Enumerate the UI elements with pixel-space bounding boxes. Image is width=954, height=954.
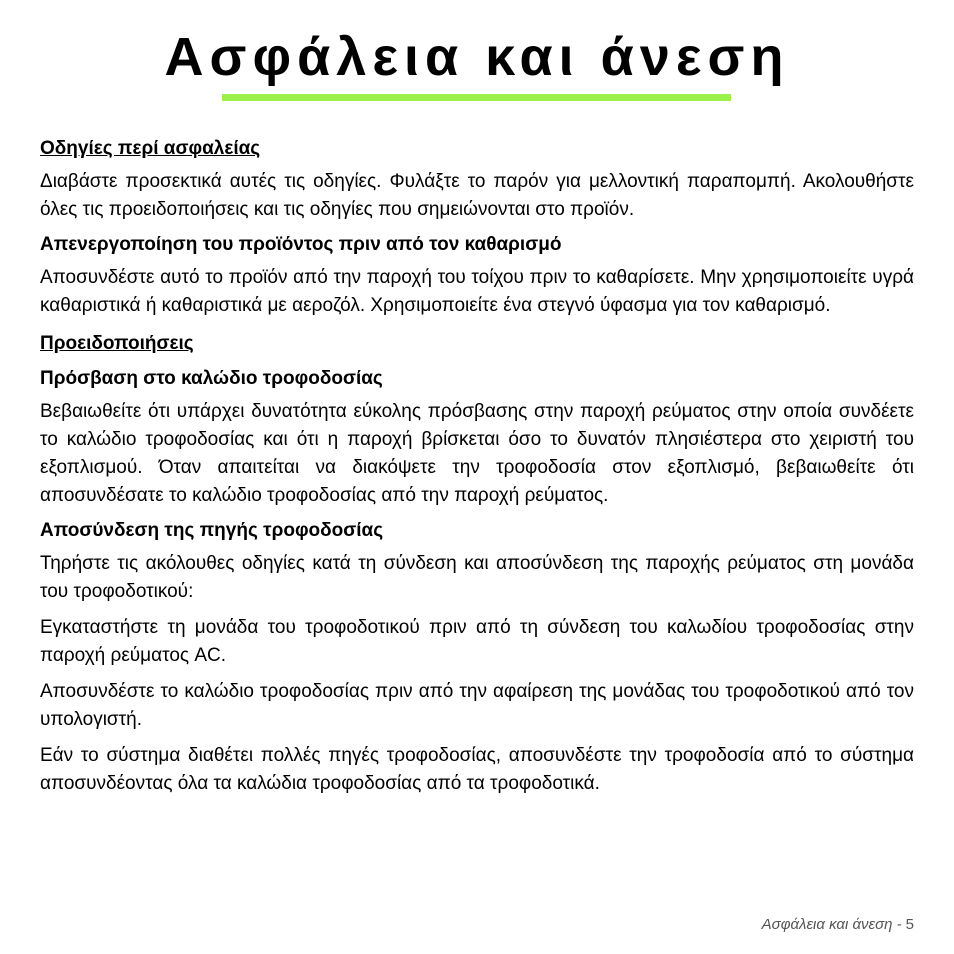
page-footer <box>762 916 914 933</box>
document-body <box>40 136 914 798</box>
footer-label: Ασφάλεια και άνεση - <box>761 916 902 933</box>
paragraph-power-cord-access: Βεβαιωθείτε ότι υπάρχει δυνατότητα εύκολης πρόσβασης στην παροχή ρεύματος στην οποία συνδέετε το καλώδιο τροφοδοσίας και ότι η παροχή βρίσκεται όσο το δυνατόν πλησιέστερα στο χειριστή του εξοπλισμού. Όταν απαιτείται να διακόψετε την τροφοδοσία στον εξοπλισμό, βεβαιωθείτε ότι αποσυνδέσατε το καλώδιο τροφοδοσίας από την παροχή ρεύματος. <box>40 401 914 506</box>
heading-disconnect-power-source: Αποσύνδεση της πηγής τροφοδοσίας <box>40 520 384 541</box>
title-underline-bar <box>222 94 731 101</box>
paragraph-remove-psu: Αποσυνδέστε το καλώδιο τροφοδοσίας πριν από την αφαίρεση της μονάδας του τροφοδοτικού από τον υπολογιστή. <box>40 681 914 730</box>
paragraph-install-psu: Εγκαταστήστε τη μονάδα του τροφοδοτικού πριν από τη σύνδεση του καλωδίου τροφοδοσίας στην παροχή ρεύματος AC. <box>40 617 914 666</box>
paragraph-disconnect-intro: Τηρήστε τις ακόλουθες οδηγίες κατά τη σύνδεση και αποσύνδεση της παροχής ρεύματος στη μονάδα του τροφοδοτικού: <box>40 553 914 602</box>
paragraph-multiple-sources: Εάν το σύστημα διαθέτει πολλές πηγές τροφοδοσίας, αποσυνδέστε την τροφοδοσία από το σύστημα αποσυνδέοντας όλα τα καλώδια τροφοδοσίας από τα τροφοδοτικά. <box>40 745 914 794</box>
heading-power-off-before-cleaning: Απενεργοποίηση του προϊόντος πριν από τον καθαρισμό <box>40 234 562 255</box>
paragraph-safety-instructions: Διαβάστε προσεκτικά αυτές τις οδηγίες. Φυλάξτε το παρόν για μελλοντική παραπομπή. Ακολουθήστε όλες τις προειδοποιήσεις και τις οδηγίες που σημειώνονται στο προϊόν. <box>40 171 914 220</box>
heading-safety-instructions: Οδηγίες περί ασφαλείας <box>40 138 261 159</box>
paragraph-power-off-before-cleaning: Αποσυνδέστε αυτό το προϊόν από την παροχή του τοίχου πριν το καθαρίσετε. Μην χρησιμοποιείτε υγρά καθαριστικά ή καθαριστικά με αεροζόλ. Χρησιμοποιείτε ένα στεγνό ύφασμα για τον καθαρισμό. <box>40 267 914 316</box>
page-number: 5 <box>905 916 914 933</box>
heading-power-cord-access: Πρόσβαση στο καλώδιο τροφοδοσίας <box>40 368 383 389</box>
heading-warnings: Προειδοποιήσεις <box>40 333 194 354</box>
page-title: Ασφάλεια και άνεση <box>164 27 790 87</box>
